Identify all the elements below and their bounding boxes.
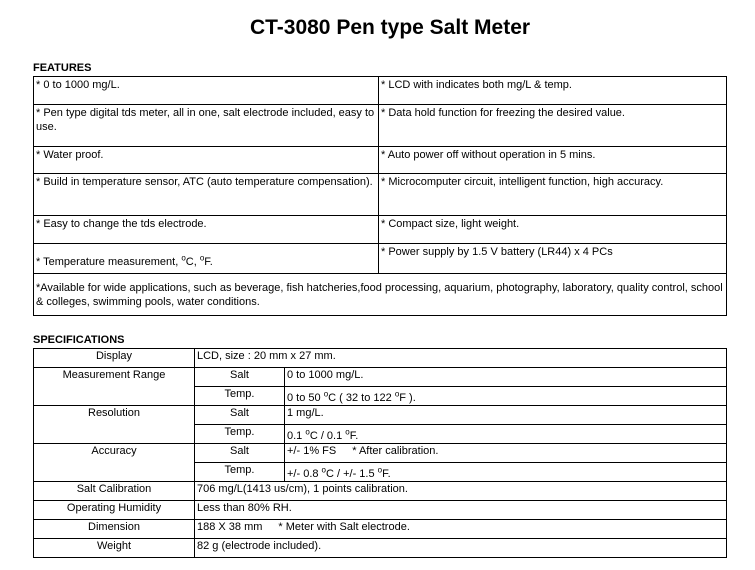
table-row [34, 147, 727, 174]
feature-cell: * Pen type digital tds meter, all in one, salt electrode included, easy to use. [34, 105, 379, 147]
specifications-table [33, 348, 727, 558]
spec-note: * Meter with Salt electrode. [278, 521, 410, 533]
spec-text: +/- 0.8 [287, 468, 322, 480]
spec-value: 1 mg/L. [285, 406, 727, 425]
feature-text: * Temperature measurement, [36, 256, 182, 268]
spec-value: 82 g (electrode included). [195, 539, 727, 558]
feature-cell-temperature [34, 244, 379, 274]
spec-sublabel: Salt [195, 368, 285, 387]
degree-symbol: o [181, 253, 186, 263]
spec-text: F. [382, 468, 391, 480]
features-label: FEATURES [33, 62, 92, 74]
degree-symbol: o [323, 389, 329, 399]
spec-label: Dimension [34, 520, 195, 539]
spec-text: 0.1 [287, 430, 306, 442]
degree-symbol: o [345, 427, 350, 437]
feature-cell: * 0 to 1000 mg/L. [34, 77, 379, 105]
spec-value: LCD, size : 20 mm x 27 mm. [195, 349, 727, 368]
table-row [34, 444, 727, 463]
spec-value [285, 444, 727, 463]
spec-text: 0 to 50 [287, 392, 324, 404]
degree-symbol: o [199, 253, 205, 263]
spec-text: C / +/- 1.5 [326, 468, 378, 480]
feature-text: C, [185, 256, 200, 268]
table-row [34, 77, 727, 105]
spec-value: 706 mg/L(1413 us/cm), 1 points calibration. [195, 482, 727, 501]
degree-symbol: o [305, 427, 310, 437]
spec-value [285, 463, 727, 482]
table-row [34, 349, 727, 368]
spec-label: Measurement Range [34, 368, 195, 406]
spec-value: Less than 80% RH. [195, 501, 727, 520]
spec-text: C ( 32 to 122 [328, 392, 395, 404]
table-row [34, 482, 727, 501]
spec-sublabel: Salt [195, 406, 285, 425]
table-row [34, 539, 727, 558]
spec-text: +/- 1% FS [287, 445, 337, 457]
table-row [34, 368, 727, 387]
feature-cell-applications: *Available for wide applications, such as beverage, fish hatcheries,food processing, aquarium, photography, laboratory, quality control, school & colleges, swimming pools, water conditions. [34, 274, 727, 316]
spec-text: 188 X 38 mm [197, 521, 263, 533]
spec-label: Weight [34, 539, 195, 558]
specifications-label: SPECIFICATIONS [33, 334, 125, 346]
table-row [34, 501, 727, 520]
table-row [34, 520, 727, 539]
spec-value [285, 387, 727, 406]
spec-value [195, 520, 727, 539]
feature-cell: * Compact size, light weight. [379, 216, 727, 244]
feature-cell: * Data hold function for freezing the desired value. [379, 105, 727, 147]
spec-sublabel: Temp. [195, 387, 285, 406]
feature-cell: * LCD with indicates both mg/L & temp. [379, 77, 727, 105]
table-row [34, 216, 727, 244]
spec-value [285, 425, 727, 444]
table-row [34, 174, 727, 216]
degree-symbol: o [321, 465, 326, 475]
spec-note: * After calibration. [352, 445, 439, 457]
feature-cell: * Power supply by 1.5 V battery (LR44) x 4 PCs [379, 244, 727, 274]
feature-cell: * Build in temperature sensor, ATC (auto temperature compensation). [34, 174, 379, 216]
spec-text: F ). [399, 392, 416, 404]
page-title: CT-3080 Pen type Salt Meter [249, 16, 531, 39]
spec-label: Resolution [34, 406, 195, 444]
features-table [33, 76, 727, 316]
spec-label: Accuracy [34, 444, 195, 482]
feature-cell: * Easy to change the tds electrode. [34, 216, 379, 244]
feature-cell: * Microcomputer circuit, intelligent function, high accuracy. [379, 174, 727, 216]
degree-symbol: o [377, 465, 383, 475]
spec-text: F. [349, 430, 359, 442]
table-row [34, 105, 727, 147]
spec-label: Salt Calibration [34, 482, 195, 501]
degree-symbol: o [394, 389, 400, 399]
spec-text: C / 0.1 [309, 430, 346, 442]
spec-label: Display [34, 349, 195, 368]
feature-text: F. [204, 256, 213, 268]
spec-sublabel: Salt [195, 444, 285, 463]
table-row [34, 406, 727, 425]
spec-sublabel: Temp. [195, 463, 285, 482]
spec-value: 0 to 1000 mg/L. [285, 368, 727, 387]
table-row [34, 274, 727, 316]
spec-sublabel: Temp. [195, 425, 285, 444]
feature-cell: * Water proof. [34, 147, 379, 174]
spec-label: Operating Humidity [34, 501, 195, 520]
feature-cell: * Auto power off without operation in 5 mins. [379, 147, 727, 174]
table-row [34, 244, 727, 274]
